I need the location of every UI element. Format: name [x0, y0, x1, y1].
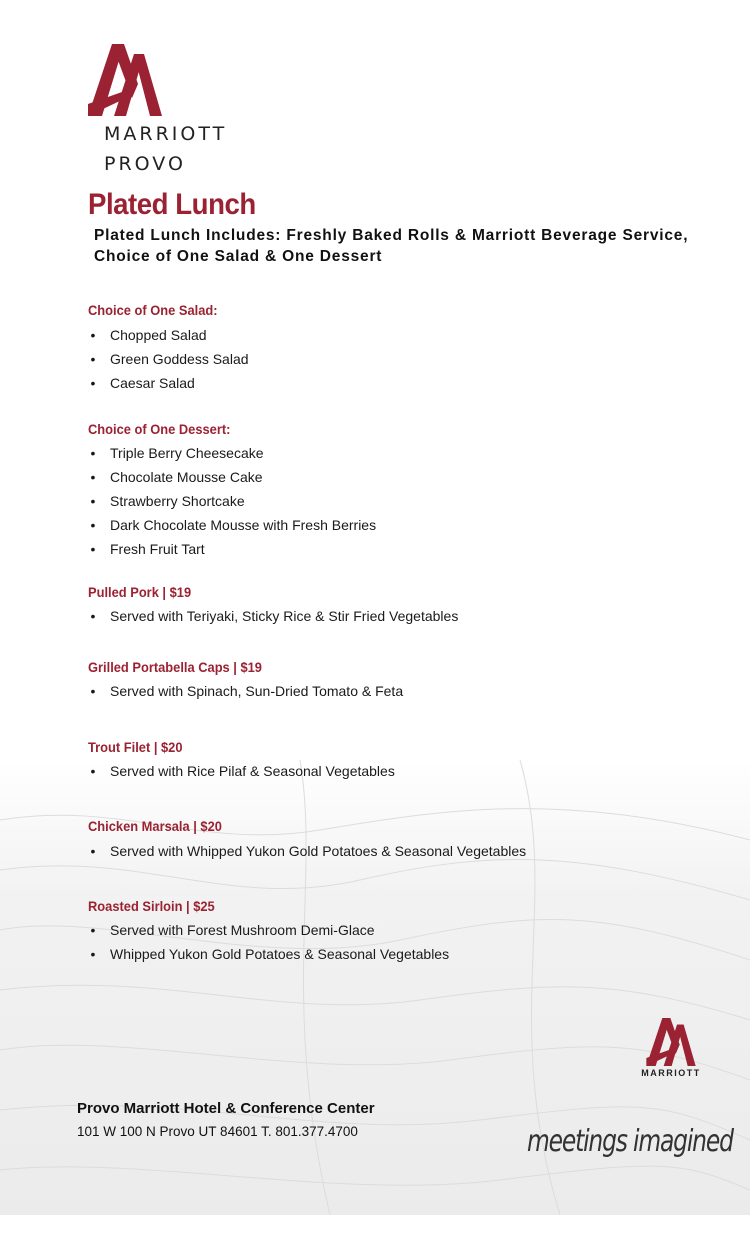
portabella-heading: Grilled Portabella Caps | $19: [88, 659, 262, 675]
trout-heading: Trout Filet | $20: [88, 739, 183, 755]
footer-logo-wordmark: MARRIOTT: [641, 1068, 701, 1078]
meetings-imagined-tagline: meetings imagined: [527, 1124, 733, 1159]
logo-wordmark: MARRIOTT: [104, 123, 228, 145]
pulled-pork-list: [88, 604, 458, 628]
list-item: • Fresh Fruit Tart: [90, 541, 205, 557]
hotel-address: 101 W 100 N Provo UT 84601 T. 801.377.4700: [77, 1124, 358, 1139]
logo-location: PROVO: [104, 153, 186, 175]
salad-heading: Choice of One Salad:: [88, 302, 218, 318]
marriott-m-logo-icon: [646, 1018, 696, 1066]
includes-line-1: Plated Lunch Includes: Freshly Baked Rolls & Marriott Beverage Service,: [94, 227, 689, 244]
page-title: Plated Lunch: [88, 188, 256, 221]
list-item: • Chocolate Mousse Cake: [90, 469, 263, 485]
list-item: • Strawberry Shortcake: [90, 493, 245, 509]
list-item: • Whipped Yukon Gold Potatoes & Seasonal Vegetables: [90, 946, 450, 962]
portabella-list: [88, 679, 403, 703]
hotel-name: Provo Marriott Hotel & Conference Center: [77, 1100, 375, 1117]
chicken-marsala-list: [88, 839, 526, 863]
sirloin-list: [88, 918, 449, 966]
footer-marriott-logo: [636, 1018, 706, 1078]
list-item: • Served with Whipped Yukon Gold Potatoes & Seasonal Vegetables: [90, 843, 527, 859]
sirloin-heading: Roasted Sirloin | $25: [88, 898, 215, 914]
chicken-marsala-heading: Chicken Marsala | $20: [88, 818, 222, 834]
dessert-list: [88, 441, 376, 561]
list-item: • Caesar Salad: [90, 375, 195, 391]
list-item: • Served with Forest Mushroom Demi-Glace: [90, 922, 375, 938]
list-item: • Served with Teriyaki, Sticky Rice & Stir Fried Vegetables: [90, 608, 459, 624]
list-item: • Triple Berry Cheesecake: [90, 445, 264, 461]
marriott-logo: [88, 44, 228, 176]
includes-note: [94, 225, 694, 267]
list-item: • Green Goddess Salad: [90, 351, 249, 367]
pulled-pork-heading: Pulled Pork | $19: [88, 584, 192, 600]
dessert-heading: Choice of One Dessert:: [88, 421, 231, 437]
list-item: • Served with Rice Pilaf & Seasonal Vegetables: [90, 763, 395, 779]
list-item: • Chopped Salad: [90, 327, 207, 343]
list-item: • Served with Spinach, Sun-Dried Tomato & Feta: [90, 683, 404, 699]
marriott-m-logo-icon: [88, 44, 162, 116]
salad-list: [88, 323, 249, 395]
list-item: • Dark Chocolate Mousse with Fresh Berries: [90, 517, 377, 533]
includes-line-2: Choice of One Salad & One Dessert: [94, 248, 383, 265]
trout-list: [88, 759, 395, 783]
